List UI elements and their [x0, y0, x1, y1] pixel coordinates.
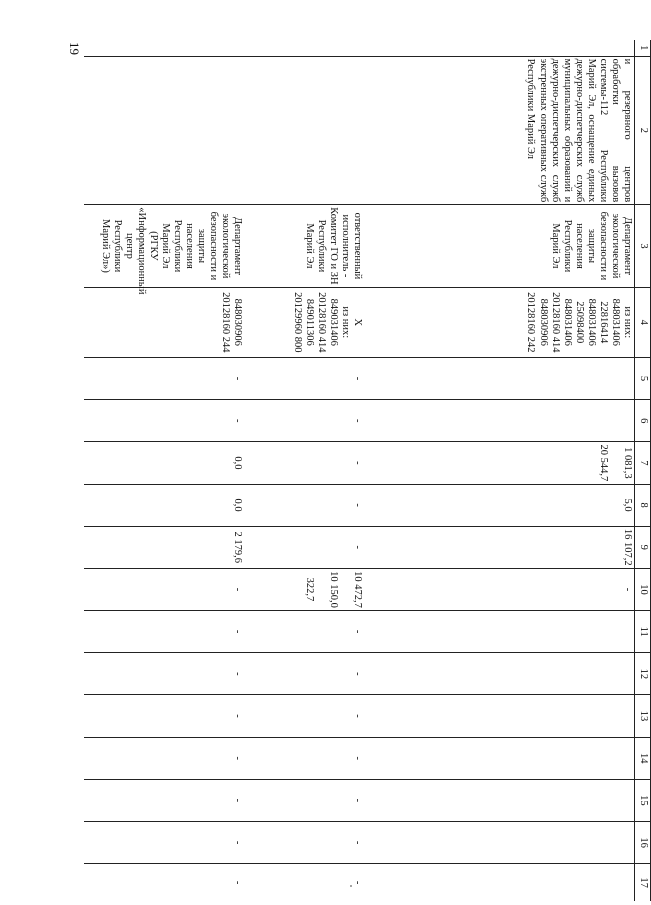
- row-number-cell: [365, 40, 635, 56]
- value-cell-col-8-text: 5,0: [622, 498, 633, 512]
- value-cell-col-13: [85, 695, 245, 737]
- value-cell-col-9: [245, 526, 365, 568]
- activity-cell-text: и резервного центров обработки вызовов системы-112 Республики Марий Эл, оснащение единых дежурно-диспетчерских служб муниципальных образований и дежурно-диспетчерских служб экстренных оперативных служб Республики Марий Эл: [525, 58, 633, 203]
- value-cell-col-8: [245, 484, 365, 526]
- table-row: [85, 40, 245, 901]
- value-cell-col-11: [245, 611, 365, 653]
- budget-code-cell: [85, 287, 245, 357]
- value-cell-col-14-text: -: [232, 756, 244, 760]
- value-cell-col-15: [245, 779, 365, 821]
- column-header-4: 4: [635, 287, 651, 357]
- value-cell-col-7-text: 0,0: [232, 456, 244, 470]
- executor-cell-text: ответственный исполнитель - Комитет ГО и ЗН Республики Марий Эл: [304, 207, 364, 285]
- column-header-10: 10: [635, 568, 651, 610]
- funding-table: [85, 40, 651, 901]
- column-header-16: 16: [635, 822, 651, 864]
- value-cell-col-9-text: -: [352, 545, 364, 550]
- value-cell-col-9: [365, 526, 635, 568]
- column-header-5: 5: [635, 357, 651, 399]
- value-cell-col-5: [365, 357, 635, 399]
- column-header-14: 14: [635, 737, 651, 779]
- column-header-12: 12: [635, 653, 651, 695]
- row-number-cell: [245, 40, 365, 56]
- value-cell-col-16: [85, 822, 245, 864]
- column-header-17: 17: [635, 864, 651, 901]
- value-cell-col-13-text: -: [352, 714, 364, 718]
- value-cell-col-11: [365, 611, 635, 653]
- value-cell-col-11: [85, 611, 245, 653]
- executor-cell: [365, 205, 635, 287]
- executor-cell-text: Департамент экологической безопасности и защиты населения Республики Марий Эл: [549, 211, 633, 281]
- table-row: [245, 40, 365, 901]
- value-cell-col-10-text: -: [622, 587, 633, 592]
- budget-code-cell-text: из них: 848031406 22816414 848031406 25098400 848031406 20128160 414 848030906 20128160 242: [525, 292, 633, 353]
- column-header-1: 1: [635, 40, 651, 56]
- column-header-8: 8: [635, 484, 651, 526]
- value-cell-col-15: [85, 779, 245, 821]
- value-cell-col-9: [85, 526, 245, 568]
- budget-code-cell-text: Х из них: 849031406 20128160 414 849011306 20129960 800: [292, 292, 364, 353]
- value-cell-col-15-text: -: [232, 798, 244, 803]
- value-cell-col-7-text: 1 081,3 20 544,7: [597, 444, 633, 482]
- page-number: 19: [67, 42, 82, 55]
- rotated-page: [95, 40, 651, 901]
- value-cell-col-8-text: -: [352, 503, 364, 507]
- row-number-cell: [85, 40, 245, 56]
- executor-cell-text: Департамент экологической безопасности и защиты населения Республики Марий Эл (РГКУ «Информационный центр Республики Марий Эл»): [99, 207, 244, 295]
- value-cell-col-10-text: -: [232, 587, 244, 592]
- value-cell-col-10: [85, 568, 245, 610]
- value-cell-col-12: [85, 653, 245, 695]
- value-cell-col-16-text: -: [232, 840, 244, 845]
- value-cell-col-12-text: -: [352, 672, 364, 676]
- value-cell-col-9-text: 16 107,2: [622, 528, 633, 566]
- value-cell-col-11-text: -: [352, 629, 364, 634]
- value-cell-col-14: [85, 737, 245, 779]
- value-cell-col-17: [85, 864, 245, 901]
- scan-speck: [350, 885, 352, 887]
- column-header-15: 15: [635, 779, 651, 821]
- value-cell-col-14: [245, 737, 365, 779]
- value-cell-col-14: [365, 737, 635, 779]
- value-cell-col-8: [85, 484, 245, 526]
- value-cell-col-5-text: -: [232, 376, 244, 381]
- value-cell-col-7: [245, 442, 365, 484]
- value-cell-col-7: [365, 442, 635, 484]
- value-cell-col-17-text: -: [232, 880, 244, 885]
- value-cell-col-11-text: -: [232, 629, 244, 634]
- table-body: [85, 40, 635, 901]
- value-cell-col-5: [245, 357, 365, 399]
- budget-code-cell: [245, 287, 365, 357]
- value-cell-col-13-text: -: [232, 714, 244, 718]
- value-cell-col-17: [245, 864, 365, 901]
- value-cell-col-15: [365, 779, 635, 821]
- column-header-7: 7: [635, 442, 651, 484]
- column-header-3: 3: [635, 205, 651, 287]
- value-cell-col-8: [365, 484, 635, 526]
- value-cell-col-6-text: -: [352, 418, 364, 423]
- value-cell-col-15-text: -: [352, 798, 364, 803]
- budget-code-cell: [365, 287, 635, 357]
- value-cell-col-7: [85, 442, 245, 484]
- value-cell-col-5-text: -: [352, 376, 364, 381]
- value-cell-col-10-text: 10 472,7 10 150,0 322,7: [304, 571, 364, 608]
- value-cell-col-5: [85, 357, 245, 399]
- table-row: [365, 40, 635, 901]
- activity-cell: [85, 56, 245, 205]
- executor-cell: [85, 205, 245, 295]
- column-header-9: 9: [635, 526, 651, 568]
- executor-cell: [245, 205, 365, 287]
- budget-code-cell-text: 848030906 20128160 244: [220, 292, 244, 353]
- value-cell-col-10: [245, 568, 365, 610]
- value-cell-col-6: [85, 400, 245, 442]
- value-cell-col-16: [365, 822, 635, 864]
- value-cell-col-12-text: -: [232, 672, 244, 676]
- value-cell-col-14-text: -: [352, 756, 364, 760]
- value-cell-col-10: [365, 568, 635, 610]
- column-number-row: [635, 40, 651, 901]
- value-cell-col-6: [245, 400, 365, 442]
- value-cell-col-13: [245, 695, 365, 737]
- value-cell-col-17: [365, 864, 635, 901]
- value-cell-col-9-text: 2 179,6: [232, 531, 244, 564]
- column-header-2: 2: [635, 56, 651, 205]
- value-cell-col-7-text: -: [352, 461, 364, 465]
- column-header-11: 11: [635, 611, 651, 653]
- value-cell-col-16-text: -: [352, 840, 364, 845]
- column-header-13: 13: [635, 695, 651, 737]
- value-cell-col-17-text: -: [352, 880, 364, 885]
- value-cell-col-13: [365, 695, 635, 737]
- value-cell-col-12: [245, 653, 365, 695]
- value-cell-col-6: [365, 400, 635, 442]
- activity-cell: [245, 56, 365, 205]
- value-cell-col-16: [245, 822, 365, 864]
- value-cell-col-8-text: 0,0: [232, 498, 244, 512]
- value-cell-col-12: [365, 653, 635, 695]
- activity-cell: [365, 56, 635, 205]
- value-cell-col-6-text: -: [232, 418, 244, 423]
- column-header-6: 6: [635, 400, 651, 442]
